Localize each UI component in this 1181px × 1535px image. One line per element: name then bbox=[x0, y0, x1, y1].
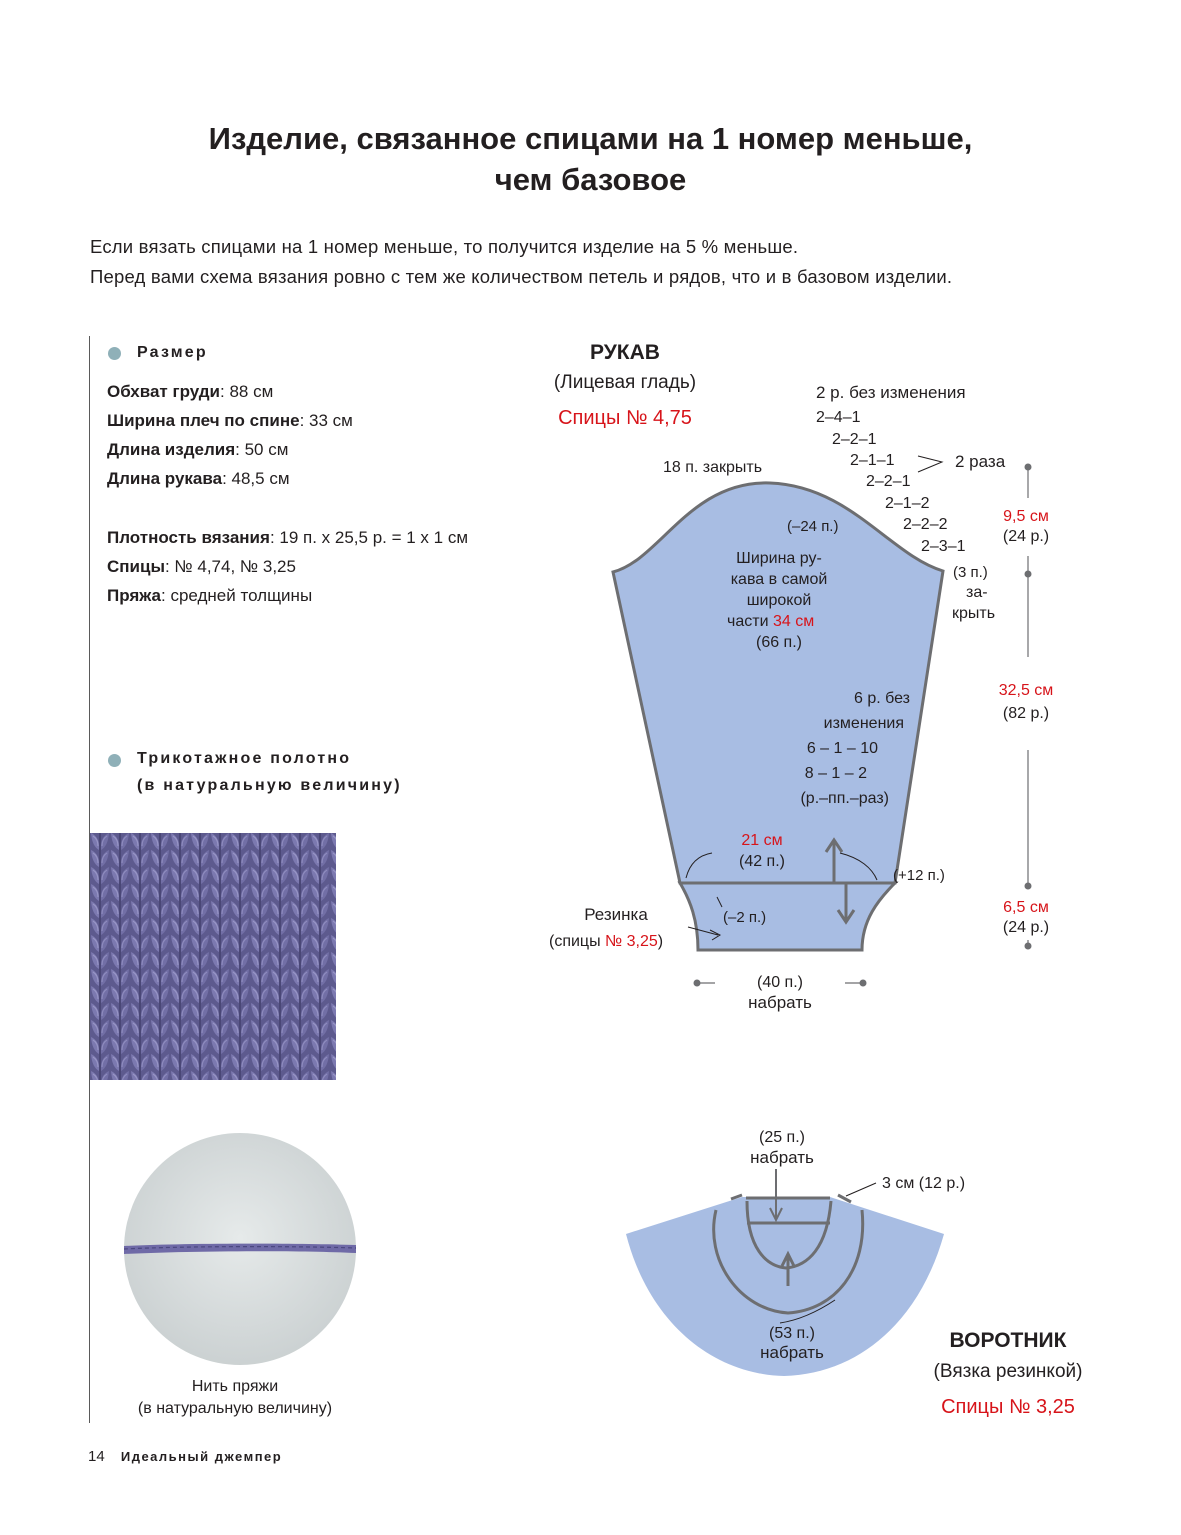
spec-length-value: : 50 см bbox=[235, 440, 289, 459]
sleeve-needles: Спицы № 4,75 bbox=[558, 407, 692, 429]
sleeve-cast-on: набрать bbox=[748, 993, 812, 1012]
sleeve-body-rows: (82 р.) bbox=[1002, 705, 1050, 722]
dim-dot bbox=[694, 980, 701, 987]
sleeve-rib-needles bbox=[549, 933, 663, 950]
sleeve-width-cm: 34 см bbox=[772, 613, 815, 630]
sleeve-inc-2: изменения bbox=[823, 715, 904, 732]
sleeve-dec-6: 2–2–2 bbox=[903, 516, 948, 533]
sleeve-cap-rows: (24 р.) bbox=[1002, 528, 1050, 545]
collar-bottom-sts: (53 п.) bbox=[768, 1325, 816, 1342]
collar-arrow-down bbox=[770, 1169, 782, 1220]
collar-title: ВОРОТНИК bbox=[949, 1329, 1067, 1352]
sleeve-dec-5: 2–1–2 bbox=[885, 495, 930, 512]
sleeve-plus12: (+12 п.) bbox=[893, 867, 945, 884]
sleeve-inc-4: 8 – 1 – 2 bbox=[804, 765, 867, 782]
sleeve-cuff-top-sts: (42 п.) bbox=[738, 853, 786, 870]
collar-subtitle: (Вязка резинкой) bbox=[933, 1361, 1083, 1382]
book-title: Идеальный джемпер bbox=[120, 1449, 283, 1464]
collar-pointer bbox=[846, 1183, 876, 1196]
sleeve-close3-a: (3 п.) bbox=[953, 564, 988, 581]
size-heading: Размер bbox=[137, 344, 208, 361]
times-bracket bbox=[918, 456, 942, 472]
spec-gauge-value: : 19 п. х 25,5 р. = 1 х 1 см bbox=[269, 528, 469, 547]
sleeve-minus2: (–2 п.) bbox=[723, 909, 767, 926]
sleeve-rib-label: Резинка bbox=[584, 905, 648, 924]
sleeve-cuff-cm: 6,5 см bbox=[1003, 899, 1049, 916]
collar-top-sts: (25 п.) bbox=[758, 1129, 806, 1146]
spec-sleeve-label: Длина рукава bbox=[107, 469, 223, 488]
sleeve-inc-1: 6 р. без bbox=[854, 690, 910, 707]
spec-shoulders-value: : 33 см bbox=[299, 411, 353, 430]
dim-dot bbox=[1025, 883, 1032, 890]
sleeve-close3-b: за- bbox=[966, 584, 988, 601]
intro-line-2: Перед вами схема вязания ровно с тем же количеством петель и рядов, что и в базовом изделии. bbox=[90, 266, 953, 287]
page-footer bbox=[88, 1448, 282, 1465]
collar-height: 3 см (12 р.) bbox=[882, 1175, 966, 1192]
collar-bottom-pick: набрать bbox=[760, 1343, 824, 1362]
sleeve-title: РУКАВ bbox=[590, 341, 660, 364]
sleeve-dec-2: 2–2–1 bbox=[832, 431, 877, 448]
spec-needles-value: : № 4,74, № 3,25 bbox=[164, 557, 296, 576]
dim-dot bbox=[860, 980, 867, 987]
spec-sleeve-value: : 48,5 см bbox=[222, 469, 290, 488]
sleeve-no-change-top: 2 р. без изменения bbox=[816, 383, 966, 402]
sleeve-cast-on-sts: (40 п.) bbox=[756, 974, 804, 991]
sleeve-body-cm: 32,5 см bbox=[998, 682, 1054, 699]
collar-heading-block bbox=[908, 1326, 1108, 1426]
sleeve-dec-1: 2–4–1 bbox=[816, 409, 861, 426]
dim-dot bbox=[1025, 464, 1032, 471]
yarn-caption-line-2: (в натуральную величину) bbox=[137, 1400, 333, 1417]
sleeve-minus24: (–24 п.) bbox=[787, 518, 839, 535]
sleeve-close-top: 18 п. закрыть bbox=[663, 459, 763, 476]
spec-length-label: Длина изделия bbox=[107, 440, 236, 459]
sleeve-close3-c: крыть bbox=[952, 605, 996, 622]
sleeve-width-3: широкой bbox=[746, 592, 812, 609]
spec-gauge-label: Плотность вязания bbox=[107, 528, 270, 547]
page-title-line-2: чем базовое bbox=[494, 162, 687, 197]
rib-needles-value: № 3,25 bbox=[605, 933, 658, 950]
rib-needles-suffix: ) bbox=[657, 933, 664, 950]
sleeve-times: 2 раза bbox=[955, 452, 1006, 471]
collar-top-pick: набрать bbox=[750, 1148, 814, 1167]
spec-yarn-label: Пряжа bbox=[107, 586, 162, 605]
sleeve-width-4 bbox=[727, 613, 814, 630]
spec-needles-label: Спицы bbox=[107, 557, 165, 576]
sleeve-dec-7: 2–3–1 bbox=[921, 538, 966, 555]
sleeve-width-4-text: части bbox=[727, 613, 773, 630]
yarn-caption-line-1: Нить пряжи bbox=[191, 1378, 279, 1395]
dim-dot bbox=[1025, 943, 1032, 950]
sleeve-shape bbox=[613, 483, 943, 883]
spec-yarn-value: : средней толщины bbox=[161, 586, 313, 605]
sleeve-width-sts: (66 п.) bbox=[755, 634, 803, 651]
sleeve-subtitle: (Лицевая гладь) bbox=[553, 372, 697, 393]
sleeve-inc-3: 6 – 1 – 10 bbox=[806, 740, 878, 757]
sleeve-width-2: кава в самой bbox=[730, 571, 828, 588]
fabric-heading-line-2: (в натуральную величину) bbox=[137, 777, 402, 794]
dim-dot bbox=[1025, 571, 1032, 578]
spec-chest-value: : 88 см bbox=[220, 382, 274, 401]
page-number: 14 bbox=[88, 1448, 105, 1465]
page-title-line-1: Изделие, связанное спицами на 1 номер меньше, bbox=[208, 121, 973, 156]
sleeve-dec-4: 2–2–1 bbox=[866, 473, 911, 490]
rib-needles-prefix: (спицы bbox=[549, 933, 606, 950]
collar-needles: Спицы № 3,25 bbox=[941, 1396, 1075, 1418]
sleeve-width-1: Ширина ру- bbox=[736, 550, 822, 567]
sleeve-cuff-rows: (24 р.) bbox=[1002, 919, 1050, 936]
spec-chest-label: Обхват груди bbox=[107, 382, 220, 401]
spec-shoulders-label: Ширина плеч по спине bbox=[107, 411, 300, 430]
fabric-heading-line-1: Трикотажное полотно bbox=[137, 750, 352, 767]
sleeve-inc-5: (р.–пп.–раз) bbox=[800, 790, 889, 807]
sleeve-cap-cm: 9,5 см bbox=[1003, 508, 1049, 525]
intro-line-1: Если вязать спицами на 1 номер меньше, то получится изделие на 5 % меньше. bbox=[90, 236, 799, 257]
sleeve-cuff-top-cm: 21 см bbox=[741, 832, 783, 849]
sleeve-dec-3: 2–1–1 bbox=[850, 452, 895, 469]
